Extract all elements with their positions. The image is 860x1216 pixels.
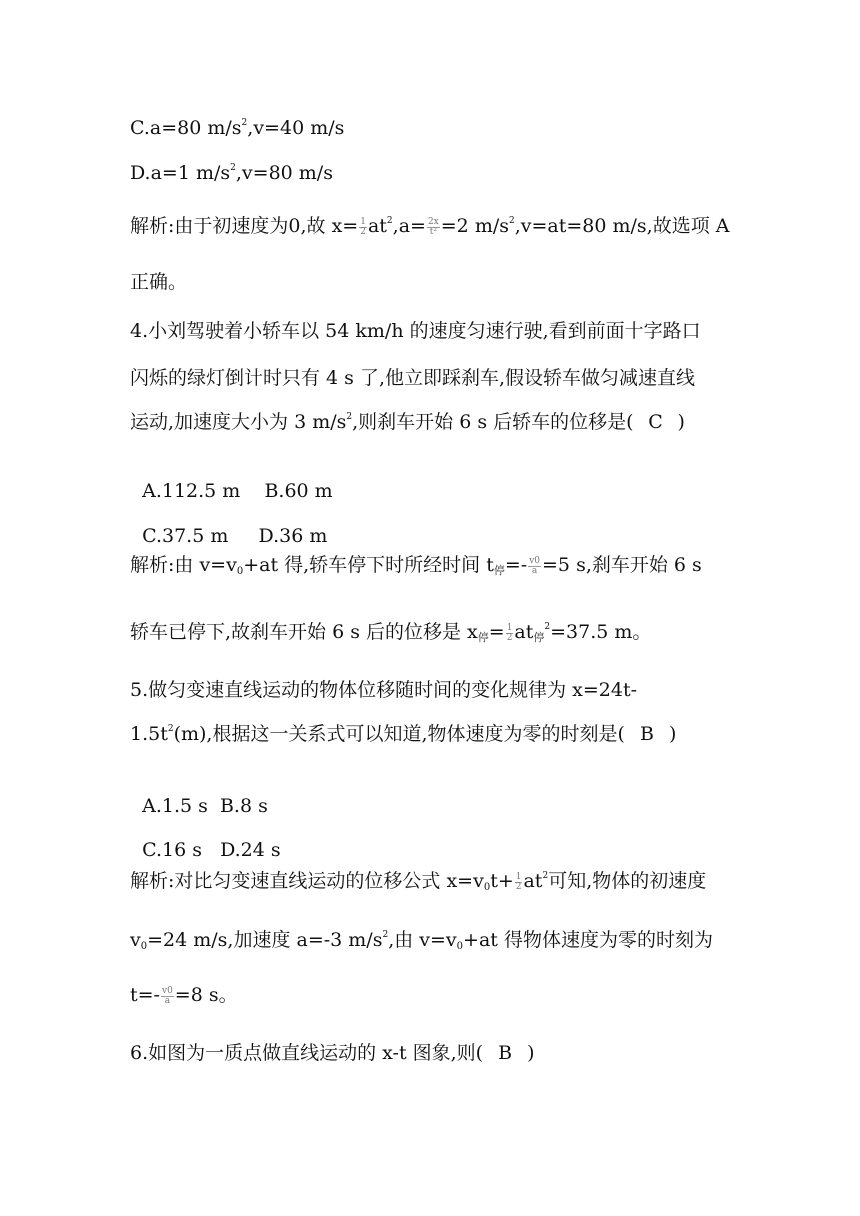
q4-options-ab: A.112.5 m B.60 m: [142, 480, 333, 502]
q3-option-c: C.a=80 $m/s^2,v=40$ m/s: [130, 117, 345, 139]
q5-stem-line2: $1.5t^2(m)$,根据这一关系式可以知道,物体速度为零的时刻是( B ): [130, 723, 677, 745]
fraction: $\frac{1}{2}$: [515, 871, 522, 892]
fraction: $\frac{1}{2}$: [506, 622, 513, 643]
q6-stem: 6.如图为一质点做直线运动的 x-t 图象,则( B ): [130, 1042, 535, 1064]
q4-stem-line3: 运动,加速度大小为 3 $m/s^2$,则刹车开始 6 s 后轿车的位移是( C ): [130, 411, 685, 433]
answer-letter: B: [498, 1042, 513, 1064]
q3-analysis-line2: 正确。: [130, 271, 188, 293]
fraction: $\frac{1}{2}$: [360, 216, 366, 237]
q5-analysis-line3: t=- $\frac{v0}{a}$ =8 s。: [130, 984, 238, 1006]
fraction: $\frac{2x}{\text{t²}}$: [427, 216, 439, 237]
q3-analysis-line1: 解析:由于初速度为0,故 x= $\frac{1}{2}$ $at^2,a=$ $\frac{2x}{\text{t²}}$ =2 $m/s^2,v=at=80$ m/s,故选项 A: [130, 215, 730, 237]
q4-options-cd: C.37.5 m D.36 m: [142, 525, 328, 547]
q4-stem-line2: 闪烁的绿灯倒计时只有 4 s 了,他立即踩刹车,假设轿车做匀减速直线: [130, 367, 696, 389]
q5-options-cd: C.16 s D.24 s: [142, 839, 281, 861]
q4-analysis-line2: 轿车已停下,故刹车开始 6 s 后的位移是 $x_停=$ $\frac{1}{2}$ $at_停^2=37.5$ m。: [130, 621, 652, 644]
q4-stem-line1: 4.小刘驾驶着小轿车以 54 km/h 的速度匀速行驶,看到前面十字路口: [130, 320, 701, 342]
q5-stem-line1: 5.做匀变速直线运动的物体位移随时间的变化规律为 x=24t-: [130, 679, 638, 701]
q5-analysis-line1: 解析:对比匀变速直线运动的位移公式 $x=v_0t+$ $\frac{1}{2}$ $at^2$可知,物体的初速度: [130, 870, 707, 893]
fraction: $\frac{v0}{a}$: [161, 985, 173, 1006]
q3-option-d: D.a=1 $m/s^2,v=80$ m/s: [130, 162, 333, 184]
answer-letter: C: [648, 411, 663, 433]
fraction: $\frac{v0}{a}$: [529, 555, 541, 576]
answer-letter: B: [639, 723, 654, 745]
q4-analysis-line1: 解析:由 $v=v_0+at$ 得,轿车停下时所经时间 $t_停=-$ $\frac{v0}{a}$ =5 s,刹车开始 6 s: [130, 554, 702, 577]
q5-options-ab: A.1.5 s B.8 s: [142, 795, 268, 817]
q5-analysis-line2: $v_0=24$ m/s,加速度 a=-3 $m/s^2$,由 $v=v_0+at$ 得物体速度为零的时刻为: [130, 929, 713, 952]
